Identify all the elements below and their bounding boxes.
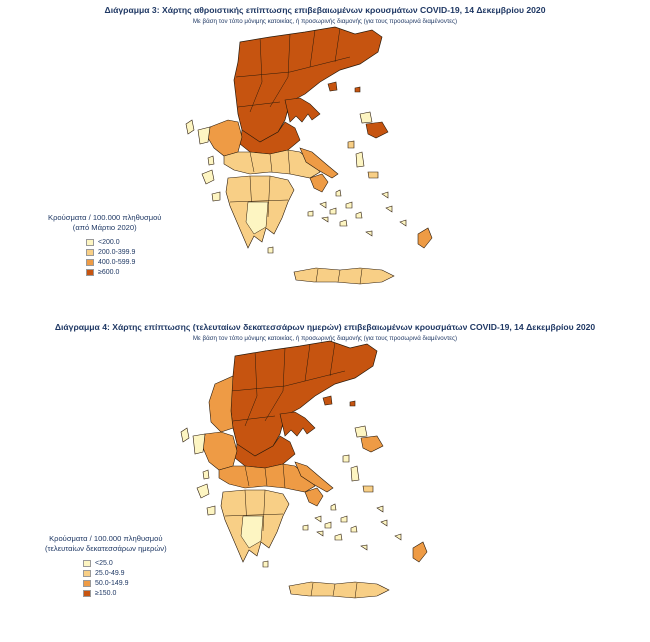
island-lesvos [361,436,383,452]
legend-label: <25.0 [95,559,113,567]
legend-subtitle: (τελευταίων δεκατεσσάρων ημερών) [45,544,167,553]
legend-item [86,267,161,277]
island-kythira [263,561,268,567]
region-epirus [203,432,237,470]
legend-subtitle: (από Μάρτιο 2020) [72,223,137,232]
map-title: Διάγραμμα 4: Χάρτης επίπτωσης (τελευταίων δεκατεσσάρων ημερών) επιβεβαιωμένων κρουσμάτων COVID-19, 14 Δεκεμβρίου 2020 [54,322,596,332]
legend-label: <200.0 [98,238,120,246]
legend-item [86,257,161,267]
region-epirus-coast [198,127,210,144]
island-skyros [343,455,349,462]
island-rhodes [418,228,432,248]
island-lemnos [360,112,372,123]
island-zakynthos [212,192,220,201]
legend-item [83,568,167,578]
legend-item [86,237,161,247]
map-legend [48,213,161,277]
legend-label: 50.0-149.9 [95,579,129,587]
legend-swatch [86,249,94,256]
island-crete [289,582,389,598]
island-rhodes [413,542,427,562]
region-chalkidiki [285,98,320,122]
legend-title: Κρούσματα / 100.000 πληθυσμού [48,213,162,222]
legend-swatch [83,570,91,577]
map-subtitle: Με βάση τον τόπο μόνιμης κατοικίας, ή προσωρινής διαμονής (για τους προσωρινά διαμένοντες) [192,335,458,342]
legend-label: 400.0-599.9 [98,258,136,266]
island-samos [368,172,378,178]
island-kythira [268,247,273,253]
islands-cyclades [308,190,406,236]
legend-title: Κρούσματα / 100.000 πληθυσμού [49,534,163,543]
island-samothraki [350,401,355,406]
legend-swatch [83,580,91,587]
region-western-macedonia [209,376,233,432]
island-thasos [323,396,332,405]
legend-swatch [83,590,91,597]
island-kefalonia [202,170,214,184]
region-macedonia-thrace [234,27,382,144]
island-skyros [348,141,354,148]
island-corfu [186,120,194,134]
legend-item [86,247,161,257]
island-samothraki [355,87,360,92]
islands-cyclades [303,504,401,550]
island-zakynthos [207,506,215,515]
island-samos [363,486,373,492]
legend-item [83,558,167,568]
map-subtitle: Με βάση τον τόπο μόνιμης κατοικίας, ή προσωρινής διαμονής (για τους προσωρινά διαμένοντες) [192,18,458,25]
region-chalkidiki [280,412,315,436]
island-lefkada [203,470,209,479]
greece-map-14-days [145,336,445,616]
island-chios [351,466,359,481]
island-thasos [328,82,337,91]
legend-label: ≥150.0 [95,589,117,597]
legend-label: 200.0-399.9 [98,248,136,256]
greece-map-cumulative [150,22,450,302]
legend-swatch [83,560,91,567]
legend-swatch [86,259,94,266]
map-title: Διάγραμμα 3: Χάρτης αθροιστικής επίπτωσης επιβεβαιωμένων κρουσμάτων COVID-19, 14 Δεκεμβρίου 2020 [104,5,546,15]
legend-swatch [86,239,94,246]
legend-swatch [86,269,94,276]
island-lefkada [208,156,214,165]
map-legend [45,534,167,598]
legend-label: 25.0-49.9 [95,569,125,577]
island-chios [356,152,364,167]
island-lemnos [355,426,367,437]
region-epirus [208,120,242,156]
island-crete [294,268,394,284]
island-lesvos [366,122,388,138]
island-corfu [181,428,189,442]
region-macedonia-thrace [229,341,377,458]
region-epirus-coast [193,434,205,454]
legend-item [83,588,167,598]
legend-item [83,578,167,588]
legend-label: ≥600.0 [98,268,120,276]
island-kefalonia [197,484,209,498]
